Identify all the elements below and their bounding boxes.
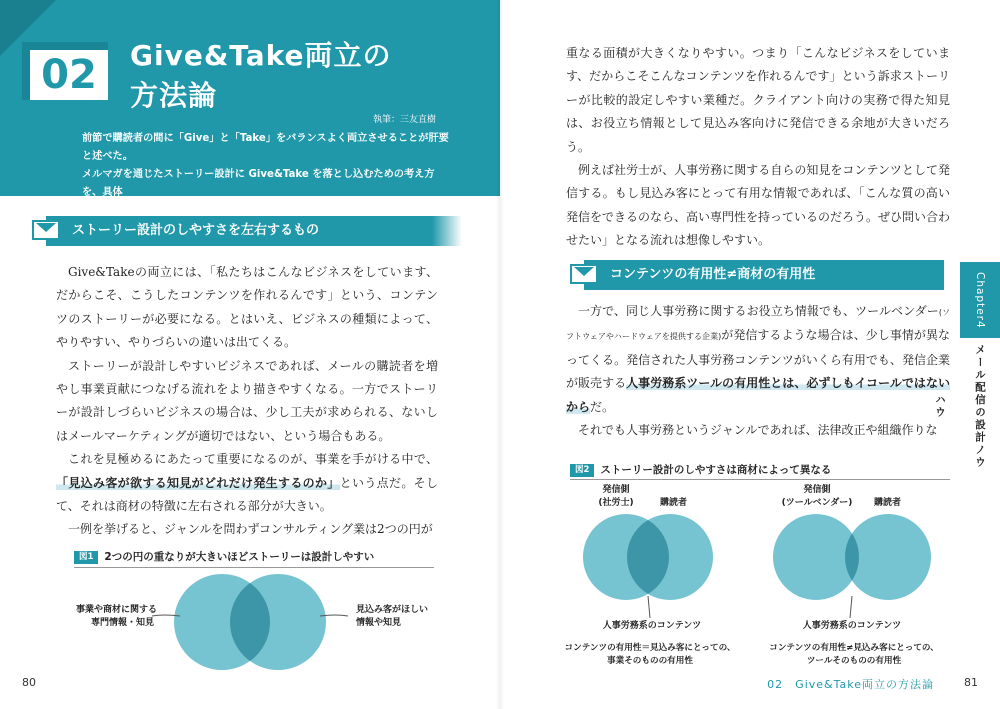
- figure2-tag: 図2: [570, 464, 594, 477]
- paragraph: Give&Takeの両立には、「私たちはこんなビジネスをしています、だからこそ、こうしたコンテンツを作れるんです」という、コンテンツのストーリーが必要になる。とはいえ、ビジネスの種類によって、やりやすい、やりづらいの違いは出てくる。: [56, 265, 438, 350]
- highlighted-phrase: 人事労務系ツールの有用性とは、必ずしもイコールではないから: [566, 376, 950, 414]
- lead-line: 前節で購読者の間に「Give」と「Take」をバランスよく両立させることが肝要と述べた。: [82, 133, 449, 162]
- section-heading-label: ストーリー設計のしやすさを左右するもの: [72, 223, 320, 238]
- text-run: という点だ。そして、それは商材の特徴に左右される部分が大きい。: [56, 475, 438, 514]
- venn-b-pointer-line: [850, 596, 852, 618]
- chapter-header: [0, 0, 500, 216]
- chapter-number: 02: [30, 50, 108, 100]
- figure2-caption-text: ストーリー設計のしやすさは商材によって異なる: [600, 464, 832, 476]
- figure2-caption: [570, 462, 831, 477]
- figure1-tag: 図1: [74, 551, 98, 564]
- venn-a-reader-label: 購読者: [660, 498, 688, 508]
- chapter-title-line1: Give&Take両立の: [130, 39, 392, 72]
- figure1-label-right: [356, 604, 428, 630]
- label-line: 見込み客がほしい: [356, 605, 429, 615]
- venn-b-reader-label: 購読者: [874, 498, 902, 508]
- note-line: 事業そのものの有用性: [607, 656, 693, 666]
- side-tab-chapter: Chapter4: [960, 262, 1000, 338]
- label-line: (社労士): [598, 498, 634, 508]
- page-number-right: 81: [964, 676, 978, 689]
- note-line: コンテンツの有用性≠見込み客にとっての、: [769, 643, 939, 653]
- section-heading-label: コンテンツの有用性≠商材の有用性: [610, 267, 816, 282]
- venn-a-sender-label: [586, 484, 646, 510]
- envelope-icon: [32, 220, 60, 240]
- paragraph: ストーリーが設計しやすいビジネスであれば、メールの購読者を増やし事業貢献につなげる流れをより描きやすくなる。一方でストーリーが設計しづらいビジネスの場合は、少し工夫が求められる、ないしはメールマーケティングが適切ではない、という場合もある。: [56, 358, 438, 443]
- section-heading-story-design: [46, 216, 432, 246]
- figure1-caption-text: 2つの円の重なりが大きいほどストーリーは設計しやすい: [104, 551, 375, 563]
- highlighted-phrase: 「見込み客が欲する知見がどれだけ発生するのか」: [56, 475, 340, 490]
- page-number-left: 80: [22, 676, 36, 689]
- chapter-side-tab: [934, 262, 1000, 472]
- section-heading-usefulness: [584, 260, 944, 290]
- label-line: 専門情報・知見: [90, 618, 154, 628]
- venn-b-sender-label: [772, 484, 862, 510]
- leader-line-right: [320, 615, 348, 616]
- author-credit: 執筆：三友直樹: [372, 115, 436, 125]
- chapter-number-badge: [22, 42, 108, 100]
- figure2-venn-a: [580, 512, 716, 602]
- paragraph: [566, 300, 950, 419]
- figure1-label-left: [76, 604, 158, 630]
- venn-b-note: [762, 642, 946, 668]
- venn-b-pointer: [842, 596, 862, 620]
- running-head: 02 Give&Take両立の方法論: [767, 678, 934, 691]
- page-gutter: [496, 0, 504, 709]
- venn-a-overlap-label: 人事労務系のコンテンツ: [602, 621, 702, 631]
- figure1-rule: [74, 567, 434, 568]
- text-run: だ。: [590, 399, 615, 414]
- note-line: ツールそのものの有用性: [806, 656, 902, 666]
- left-body-text: [56, 261, 438, 542]
- text-run: これを見極めるにあたって重要になるのが、事業を手がける中で、: [68, 452, 438, 467]
- envelope-icon: [570, 264, 598, 284]
- venn-b-overlap-label: 人事労務系のコンテンツ: [802, 621, 902, 631]
- label-line: 事業や商材に関する: [76, 605, 158, 615]
- paragraph: それでも人事労務というジャンルであれば、法律改正や組織作りな: [578, 423, 938, 438]
- label-line: 発信側: [602, 485, 630, 495]
- right-body-text-bottom: [566, 300, 950, 442]
- venn-a-pointer: [640, 596, 660, 620]
- text-run: が発信するような場合は、少し事情が異なってくる。発信された人事労務コンテンツがいくら有用でも、発信企業が販売する: [566, 328, 950, 391]
- note-line: コンテンツの有用性＝見込み客にとっての、: [564, 643, 736, 653]
- chapter-title-line2: 方法論: [130, 79, 218, 112]
- venn-a-note: [560, 642, 740, 668]
- right-body-text-top: [566, 42, 950, 253]
- aside-note: (ソフトウェアやハードウェアを提供する企業): [566, 308, 950, 342]
- figure2-venn-b: [770, 512, 936, 602]
- lead-line: 的に見ていく。: [82, 205, 154, 216]
- lead-line: メルマガを通じたストーリー設計に Give&Take を落とし込むための考え方を、具体: [82, 169, 435, 198]
- heading-fade: [432, 216, 462, 246]
- label-line: 発信側: [803, 485, 831, 495]
- figure1-venn-diagram: [150, 572, 350, 672]
- figure1-caption: [74, 549, 374, 564]
- text-run: 一方で、同じ人事労務に関するお役立ち情報でも、ツールベンダー: [578, 304, 939, 318]
- paragraph: 一例を挙げると、ジャンルを問わずコンサルティング業は2つの円が: [68, 522, 433, 537]
- paragraph: [56, 448, 438, 518]
- paragraph: 例えば社労士が、人事労務に関する自らの知見をコンテンツとして発信する。もし見込み客にとって有用な情報であれば、「こんな質の高い発信をできるのなら、高い専門性を持っているのだろう。ぜひ問い合わせたい」となる流れは想像しやすい。: [566, 163, 951, 248]
- paragraph: 重なる面積が大きくなりやすい。つまり「こんなビジネスをしています、だからこそこんなコンテンツを作れるんです」という訴求ストーリーが比較的設定しやすい業種だ。クライアント向けの実務で得た知見は、お役立ち情報として見込み客向けに発信できる余地が大きいだろう。: [566, 46, 950, 154]
- chapter-lead: [82, 130, 452, 220]
- venn-a-pointer-line: [648, 596, 650, 618]
- chapter-title: [130, 36, 480, 116]
- figure2-rule: [570, 479, 950, 480]
- side-tab-title: メール配信の設計ノウハウ: [934, 343, 986, 469]
- label-line: (ツールベンダー): [781, 498, 853, 508]
- label-line: 情報や知見: [356, 618, 402, 628]
- leader-line-left: [152, 615, 180, 616]
